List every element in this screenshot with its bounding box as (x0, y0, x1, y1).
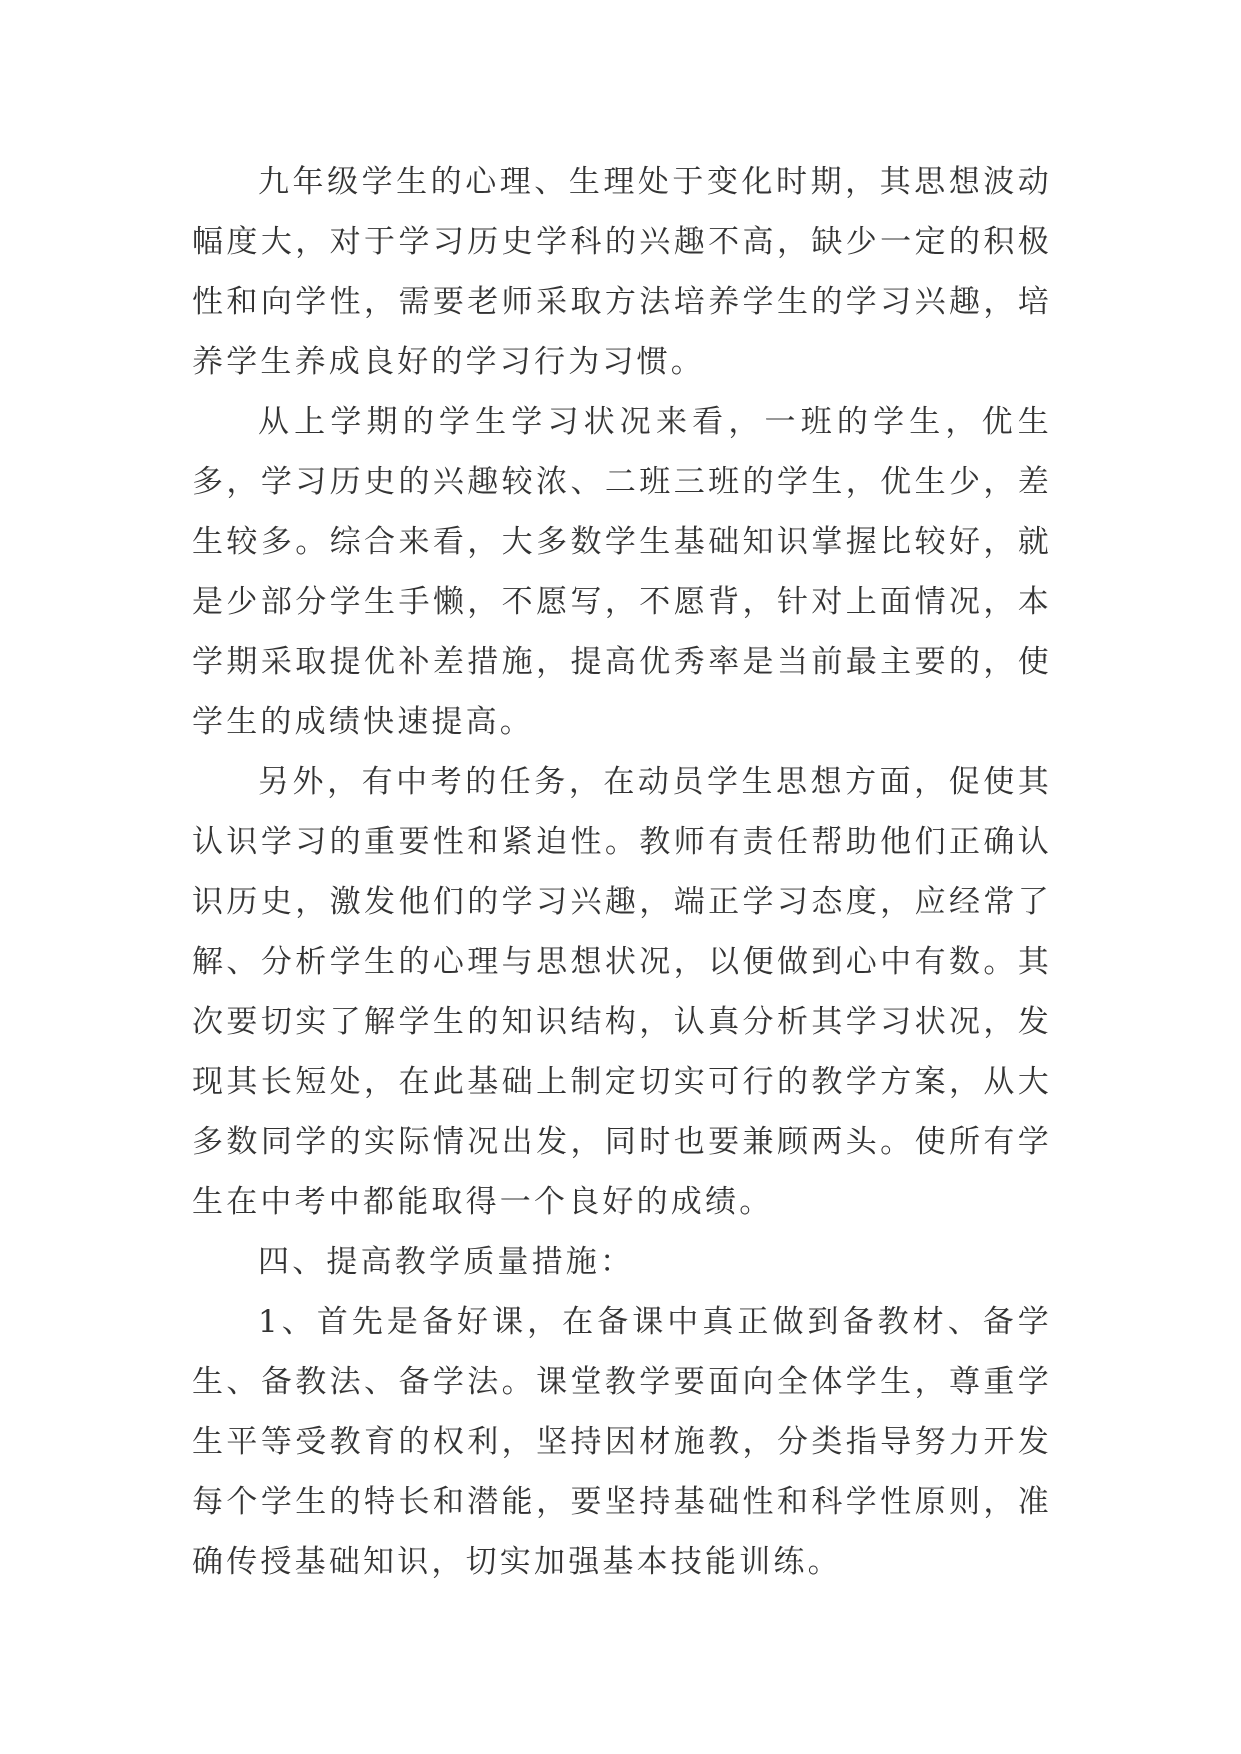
paragraph-measure-1: 1、首先是备好课，在备课中真正做到备教材、备学生、备教法、备学法。课堂教学要面向全体学生，尊重学生平等受教育的权利，坚持因材施教，分类指导努力开发每个学生的特长和潜能，要坚持基础性和科学性原则，准确传授基础知识，切实加强基本技能训练。 (192, 1304, 1052, 1580)
section-heading-measures: 四、提高教学质量措施： (258, 1244, 635, 1280)
body-text (192, 152, 1052, 1592)
paragraph-last-semester-status: 从上学期的学生学习状况来看，一班的学生，优生多，学习历史的兴趣较浓、二班三班的学生，优生少，差生较多。综合来看，大多数学生基础知识掌握比较好，就是少部分学生手懒，不愿写，不愿背，针对上面情况，本学期采取提优补差措施，提高优秀率是当前最主要的，使学生的成绩快速提高。 (192, 404, 1052, 740)
paragraph-exam-task: 另外，有中考的任务，在动员学生思想方面，促使其认识学习的重要性和紧迫性。教师有责任帮助他们正确认识历史，激发他们的学习兴趣，端正学习态度，应经常了解、分析学生的心理与思想状况，以便做到心中有数。其次要切实了解学生的知识结构，认真分析其学习状况，发现其长短处，在此基础上制定切实可行的教学方案，从大多数同学的实际情况出发，同时也要兼顾两头。使所有学生在中考中都能取得一个良好的成绩。 (192, 764, 1052, 1220)
paragraph-student-psychology: 九年级学生的心理、生理处于变化时期，其思想波动幅度大，对于学习历史学科的兴趣不高，缺少一定的积极性和向学性，需要老师采取方法培养学生的学习兴趣，培养学生养成良好的学习行为习惯。 (192, 164, 1052, 380)
